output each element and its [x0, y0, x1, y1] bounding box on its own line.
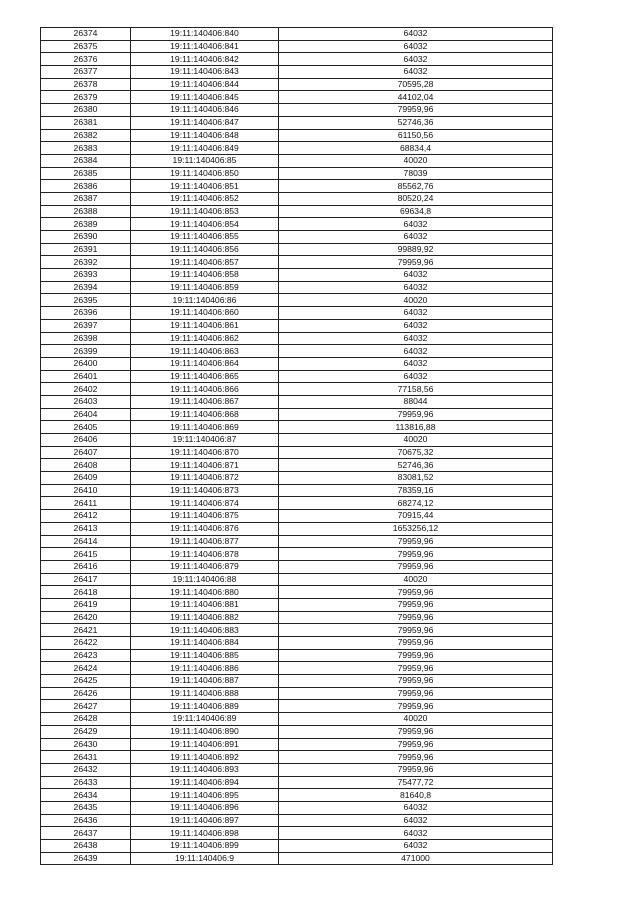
- value-cell: 79959,96: [279, 763, 553, 776]
- row-number-cell: 26388: [41, 205, 131, 218]
- value-cell: 83081,52: [279, 472, 553, 485]
- value-cell: 40020: [279, 434, 553, 447]
- cadastral-number-cell: 19:11:140406:879: [131, 560, 279, 573]
- value-cell: 1653256,12: [279, 522, 553, 535]
- table-row: [41, 154, 553, 167]
- value-cell: 79959,96: [279, 649, 553, 662]
- value-cell: 40020: [279, 154, 553, 167]
- cadastral-number-cell: 19:11:140406:866: [131, 383, 279, 396]
- row-number-cell: 26378: [41, 78, 131, 91]
- value-cell: 78359,16: [279, 484, 553, 497]
- value-cell: 471000: [279, 852, 553, 865]
- cadastral-number-cell: 19:11:140406:894: [131, 776, 279, 789]
- value-cell: 64032: [279, 28, 553, 41]
- table-row: [41, 852, 553, 865]
- cadastral-number-cell: 19:11:140406:895: [131, 789, 279, 802]
- table-row: [41, 129, 553, 142]
- value-cell: 79959,96: [279, 560, 553, 573]
- table-row: [41, 789, 553, 802]
- row-number-cell: 26438: [41, 840, 131, 853]
- row-number-cell: 26416: [41, 560, 131, 573]
- row-number-cell: 26389: [41, 218, 131, 231]
- table-row: [41, 281, 553, 294]
- row-number-cell: 26380: [41, 104, 131, 117]
- cadastral-number-cell: 19:11:140406:855: [131, 231, 279, 244]
- value-cell: 52746,36: [279, 116, 553, 129]
- table-row: [41, 78, 553, 91]
- row-number-cell: 26376: [41, 53, 131, 66]
- row-number-cell: 26405: [41, 421, 131, 434]
- cadastral-number-cell: 19:11:140406:863: [131, 345, 279, 358]
- value-cell: 64032: [279, 218, 553, 231]
- row-number-cell: 26408: [41, 459, 131, 472]
- value-cell: 79959,96: [279, 408, 553, 421]
- row-number-cell: 26391: [41, 243, 131, 256]
- cadastral-number-cell: 19:11:140406:898: [131, 827, 279, 840]
- table-row: [41, 421, 553, 434]
- table-row: [41, 522, 553, 535]
- cadastral-number-cell: 19:11:140406:852: [131, 192, 279, 205]
- cadastral-number-cell: 19:11:140406:874: [131, 497, 279, 510]
- table-row: [41, 776, 553, 789]
- value-cell: 64032: [279, 814, 553, 827]
- row-number-cell: 26409: [41, 472, 131, 485]
- table-row: [41, 218, 553, 231]
- cadastral-number-cell: 19:11:140406:885: [131, 649, 279, 662]
- row-number-cell: 26414: [41, 535, 131, 548]
- value-cell: 75477,72: [279, 776, 553, 789]
- table-row: [41, 751, 553, 764]
- table-row: [41, 548, 553, 561]
- row-number-cell: 26434: [41, 789, 131, 802]
- row-number-cell: 26392: [41, 256, 131, 269]
- table-row: [41, 649, 553, 662]
- cadastral-number-cell: 19:11:140406:89: [131, 713, 279, 726]
- table-row: [41, 598, 553, 611]
- table-row: [41, 763, 553, 776]
- table-row: [41, 116, 553, 129]
- value-cell: 64032: [279, 827, 553, 840]
- row-number-cell: 26433: [41, 776, 131, 789]
- value-cell: 79959,96: [279, 104, 553, 117]
- cadastral-number-cell: 19:11:140406:873: [131, 484, 279, 497]
- value-cell: 64032: [279, 345, 553, 358]
- table-row: [41, 319, 553, 332]
- table-row: [41, 357, 553, 370]
- row-number-cell: 26381: [41, 116, 131, 129]
- value-cell: 80520,24: [279, 192, 553, 205]
- cadastral-number-cell: 19:11:140406:854: [131, 218, 279, 231]
- cadastral-number-cell: 19:11:140406:843: [131, 66, 279, 79]
- cadastral-number-cell: 19:11:140406:864: [131, 357, 279, 370]
- value-cell: 79959,96: [279, 687, 553, 700]
- table-row: [41, 535, 553, 548]
- value-cell: 79959,96: [279, 700, 553, 713]
- data-table: [40, 27, 553, 865]
- value-cell: 77158,56: [279, 383, 553, 396]
- table-body: [41, 28, 553, 865]
- value-cell: 64032: [279, 319, 553, 332]
- cadastral-number-cell: 19:11:140406:899: [131, 840, 279, 853]
- table-row: [41, 801, 553, 814]
- table-row: [41, 256, 553, 269]
- table-row: [41, 167, 553, 180]
- table-row: [41, 675, 553, 688]
- row-number-cell: 26428: [41, 713, 131, 726]
- row-number-cell: 26397: [41, 319, 131, 332]
- cadastral-number-cell: 19:11:140406:865: [131, 370, 279, 383]
- cadastral-number-cell: 19:11:140406:842: [131, 53, 279, 66]
- cadastral-number-cell: 19:11:140406:868: [131, 408, 279, 421]
- row-number-cell: 26436: [41, 814, 131, 827]
- row-number-cell: 26377: [41, 66, 131, 79]
- table-row: [41, 332, 553, 345]
- row-number-cell: 26384: [41, 154, 131, 167]
- value-cell: 85562,76: [279, 180, 553, 193]
- cadastral-number-cell: 19:11:140406:840: [131, 28, 279, 41]
- cadastral-number-cell: 19:11:140406:883: [131, 624, 279, 637]
- table-row: [41, 827, 553, 840]
- row-number-cell: 26383: [41, 142, 131, 155]
- row-number-cell: 26395: [41, 294, 131, 307]
- table-row: [41, 142, 553, 155]
- row-number-cell: 26425: [41, 675, 131, 688]
- table-row: [41, 269, 553, 282]
- cadastral-number-cell: 19:11:140406:867: [131, 395, 279, 408]
- table-row: [41, 611, 553, 624]
- value-cell: 70675,32: [279, 446, 553, 459]
- value-cell: 64032: [279, 53, 553, 66]
- value-cell: 79959,96: [279, 624, 553, 637]
- table-row: [41, 408, 553, 421]
- cadastral-number-cell: 19:11:140406:851: [131, 180, 279, 193]
- row-number-cell: 26432: [41, 763, 131, 776]
- row-number-cell: 26435: [41, 801, 131, 814]
- value-cell: 64032: [279, 269, 553, 282]
- value-cell: 78039: [279, 167, 553, 180]
- value-cell: 64032: [279, 231, 553, 244]
- row-number-cell: 26398: [41, 332, 131, 345]
- value-cell: 64032: [279, 840, 553, 853]
- row-number-cell: 26413: [41, 522, 131, 535]
- table-row: [41, 662, 553, 675]
- value-cell: 64032: [279, 66, 553, 79]
- row-number-cell: 26424: [41, 662, 131, 675]
- table-row: [41, 383, 553, 396]
- row-number-cell: 26374: [41, 28, 131, 41]
- cadastral-number-cell: 19:11:140406:892: [131, 751, 279, 764]
- value-cell: 79959,96: [279, 535, 553, 548]
- value-cell: 64032: [279, 357, 553, 370]
- row-number-cell: 26420: [41, 611, 131, 624]
- row-number-cell: 26394: [41, 281, 131, 294]
- row-number-cell: 26387: [41, 192, 131, 205]
- cadastral-number-cell: 19:11:140406:876: [131, 522, 279, 535]
- cadastral-number-cell: 19:11:140406:849: [131, 142, 279, 155]
- cadastral-number-cell: 19:11:140406:871: [131, 459, 279, 472]
- value-cell: 70595,28: [279, 78, 553, 91]
- row-number-cell: 26382: [41, 129, 131, 142]
- value-cell: 64032: [279, 332, 553, 345]
- cadastral-number-cell: 19:11:140406:844: [131, 78, 279, 91]
- table-row: [41, 66, 553, 79]
- value-cell: 79959,96: [279, 548, 553, 561]
- cadastral-number-cell: 19:11:140406:887: [131, 675, 279, 688]
- cadastral-number-cell: 19:11:140406:857: [131, 256, 279, 269]
- row-number-cell: 26404: [41, 408, 131, 421]
- cadastral-number-cell: 19:11:140406:848: [131, 129, 279, 142]
- value-cell: 79959,96: [279, 598, 553, 611]
- value-cell: 79959,96: [279, 725, 553, 738]
- cadastral-number-cell: 19:11:140406:845: [131, 91, 279, 104]
- table-row: [41, 294, 553, 307]
- value-cell: 68274,12: [279, 497, 553, 510]
- cadastral-number-cell: 19:11:140406:886: [131, 662, 279, 675]
- cadastral-number-cell: 19:11:140406:861: [131, 319, 279, 332]
- value-cell: 44102,04: [279, 91, 553, 104]
- value-cell: 52746,36: [279, 459, 553, 472]
- cadastral-number-cell: 19:11:140406:858: [131, 269, 279, 282]
- cadastral-number-cell: 19:11:140406:896: [131, 801, 279, 814]
- row-number-cell: 26401: [41, 370, 131, 383]
- table-row: [41, 370, 553, 383]
- value-cell: 99889,92: [279, 243, 553, 256]
- table-row: [41, 231, 553, 244]
- row-number-cell: 26437: [41, 827, 131, 840]
- row-number-cell: 26375: [41, 40, 131, 53]
- row-number-cell: 26411: [41, 497, 131, 510]
- cadastral-number-cell: 19:11:140406:878: [131, 548, 279, 561]
- cadastral-number-cell: 19:11:140406:87: [131, 434, 279, 447]
- value-cell: 64032: [279, 281, 553, 294]
- row-number-cell: 26403: [41, 395, 131, 408]
- table-row: [41, 497, 553, 510]
- cadastral-number-cell: 19:11:140406:85: [131, 154, 279, 167]
- value-cell: 64032: [279, 370, 553, 383]
- table-row: [41, 395, 553, 408]
- value-cell: 64032: [279, 307, 553, 320]
- row-number-cell: 26390: [41, 231, 131, 244]
- table-row: [41, 687, 553, 700]
- value-cell: 68834,4: [279, 142, 553, 155]
- value-cell: 61150,56: [279, 129, 553, 142]
- cadastral-number-cell: 19:11:140406:893: [131, 763, 279, 776]
- row-number-cell: 26396: [41, 307, 131, 320]
- cadastral-number-cell: 19:11:140406:860: [131, 307, 279, 320]
- table-row: [41, 713, 553, 726]
- table-row: [41, 624, 553, 637]
- cadastral-number-cell: 19:11:140406:870: [131, 446, 279, 459]
- row-number-cell: 26423: [41, 649, 131, 662]
- cadastral-number-cell: 19:11:140406:889: [131, 700, 279, 713]
- cadastral-number-cell: 19:11:140406:891: [131, 738, 279, 751]
- table-row: [41, 573, 553, 586]
- row-number-cell: 26429: [41, 725, 131, 738]
- document-page: [40, 27, 552, 865]
- row-number-cell: 26439: [41, 852, 131, 865]
- value-cell: 79959,96: [279, 738, 553, 751]
- row-number-cell: 26385: [41, 167, 131, 180]
- cadastral-number-cell: 19:11:140406:872: [131, 472, 279, 485]
- table-row: [41, 180, 553, 193]
- value-cell: 79959,96: [279, 586, 553, 599]
- value-cell: 40020: [279, 713, 553, 726]
- value-cell: 79959,96: [279, 751, 553, 764]
- cadastral-number-cell: 19:11:140406:888: [131, 687, 279, 700]
- table-row: [41, 700, 553, 713]
- table-row: [41, 725, 553, 738]
- row-number-cell: 26386: [41, 180, 131, 193]
- value-cell: 70915,44: [279, 510, 553, 523]
- cadastral-number-cell: 19:11:140406:875: [131, 510, 279, 523]
- table-row: [41, 586, 553, 599]
- table-row: [41, 434, 553, 447]
- value-cell: 79959,96: [279, 662, 553, 675]
- cadastral-number-cell: 19:11:140406:897: [131, 814, 279, 827]
- row-number-cell: 26402: [41, 383, 131, 396]
- table-row: [41, 307, 553, 320]
- cadastral-number-cell: 19:11:140406:86: [131, 294, 279, 307]
- cadastral-number-cell: 19:11:140406:88: [131, 573, 279, 586]
- cadastral-number-cell: 19:11:140406:881: [131, 598, 279, 611]
- table-row: [41, 840, 553, 853]
- row-number-cell: 26393: [41, 269, 131, 282]
- table-row: [41, 40, 553, 53]
- cadastral-number-cell: 19:11:140406:859: [131, 281, 279, 294]
- table-row: [41, 484, 553, 497]
- value-cell: 40020: [279, 573, 553, 586]
- cadastral-number-cell: 19:11:140406:882: [131, 611, 279, 624]
- cadastral-number-cell: 19:11:140406:856: [131, 243, 279, 256]
- table-row: [41, 637, 553, 650]
- table-row: [41, 738, 553, 751]
- row-number-cell: 26418: [41, 586, 131, 599]
- value-cell: 79959,96: [279, 611, 553, 624]
- row-number-cell: 26430: [41, 738, 131, 751]
- row-number-cell: 26415: [41, 548, 131, 561]
- table-row: [41, 560, 553, 573]
- table-row: [41, 91, 553, 104]
- table-row: [41, 459, 553, 472]
- table-row: [41, 345, 553, 358]
- row-number-cell: 26421: [41, 624, 131, 637]
- row-number-cell: 26407: [41, 446, 131, 459]
- cadastral-number-cell: 19:11:140406:880: [131, 586, 279, 599]
- row-number-cell: 26417: [41, 573, 131, 586]
- value-cell: 88044: [279, 395, 553, 408]
- table-row: [41, 243, 553, 256]
- table-row: [41, 205, 553, 218]
- value-cell: 79959,96: [279, 637, 553, 650]
- value-cell: 69634,8: [279, 205, 553, 218]
- row-number-cell: 26406: [41, 434, 131, 447]
- value-cell: 81640,8: [279, 789, 553, 802]
- cadastral-number-cell: 19:11:140406:853: [131, 205, 279, 218]
- table-row: [41, 814, 553, 827]
- row-number-cell: 26399: [41, 345, 131, 358]
- row-number-cell: 26400: [41, 357, 131, 370]
- cadastral-number-cell: 19:11:140406:850: [131, 167, 279, 180]
- row-number-cell: 26412: [41, 510, 131, 523]
- table-row: [41, 446, 553, 459]
- cadastral-number-cell: 19:11:140406:847: [131, 116, 279, 129]
- value-cell: 40020: [279, 294, 553, 307]
- row-number-cell: 26410: [41, 484, 131, 497]
- value-cell: 64032: [279, 40, 553, 53]
- row-number-cell: 26419: [41, 598, 131, 611]
- cadastral-number-cell: 19:11:140406:846: [131, 104, 279, 117]
- cadastral-number-cell: 19:11:140406:869: [131, 421, 279, 434]
- table-row: [41, 104, 553, 117]
- row-number-cell: 26431: [41, 751, 131, 764]
- table-row: [41, 192, 553, 205]
- table-row: [41, 510, 553, 523]
- table-row: [41, 53, 553, 66]
- cadastral-number-cell: 19:11:140406:862: [131, 332, 279, 345]
- cadastral-number-cell: 19:11:140406:884: [131, 637, 279, 650]
- value-cell: 79959,96: [279, 256, 553, 269]
- row-number-cell: 26422: [41, 637, 131, 650]
- value-cell: 113816,88: [279, 421, 553, 434]
- row-number-cell: 26379: [41, 91, 131, 104]
- table-row: [41, 472, 553, 485]
- row-number-cell: 26427: [41, 700, 131, 713]
- value-cell: 79959,96: [279, 675, 553, 688]
- value-cell: 64032: [279, 801, 553, 814]
- cadastral-number-cell: 19:11:140406:841: [131, 40, 279, 53]
- row-number-cell: 26426: [41, 687, 131, 700]
- table-row: [41, 28, 553, 41]
- cadastral-number-cell: 19:11:140406:877: [131, 535, 279, 548]
- cadastral-number-cell: 19:11:140406:890: [131, 725, 279, 738]
- cadastral-number-cell: 19:11:140406:9: [131, 852, 279, 865]
